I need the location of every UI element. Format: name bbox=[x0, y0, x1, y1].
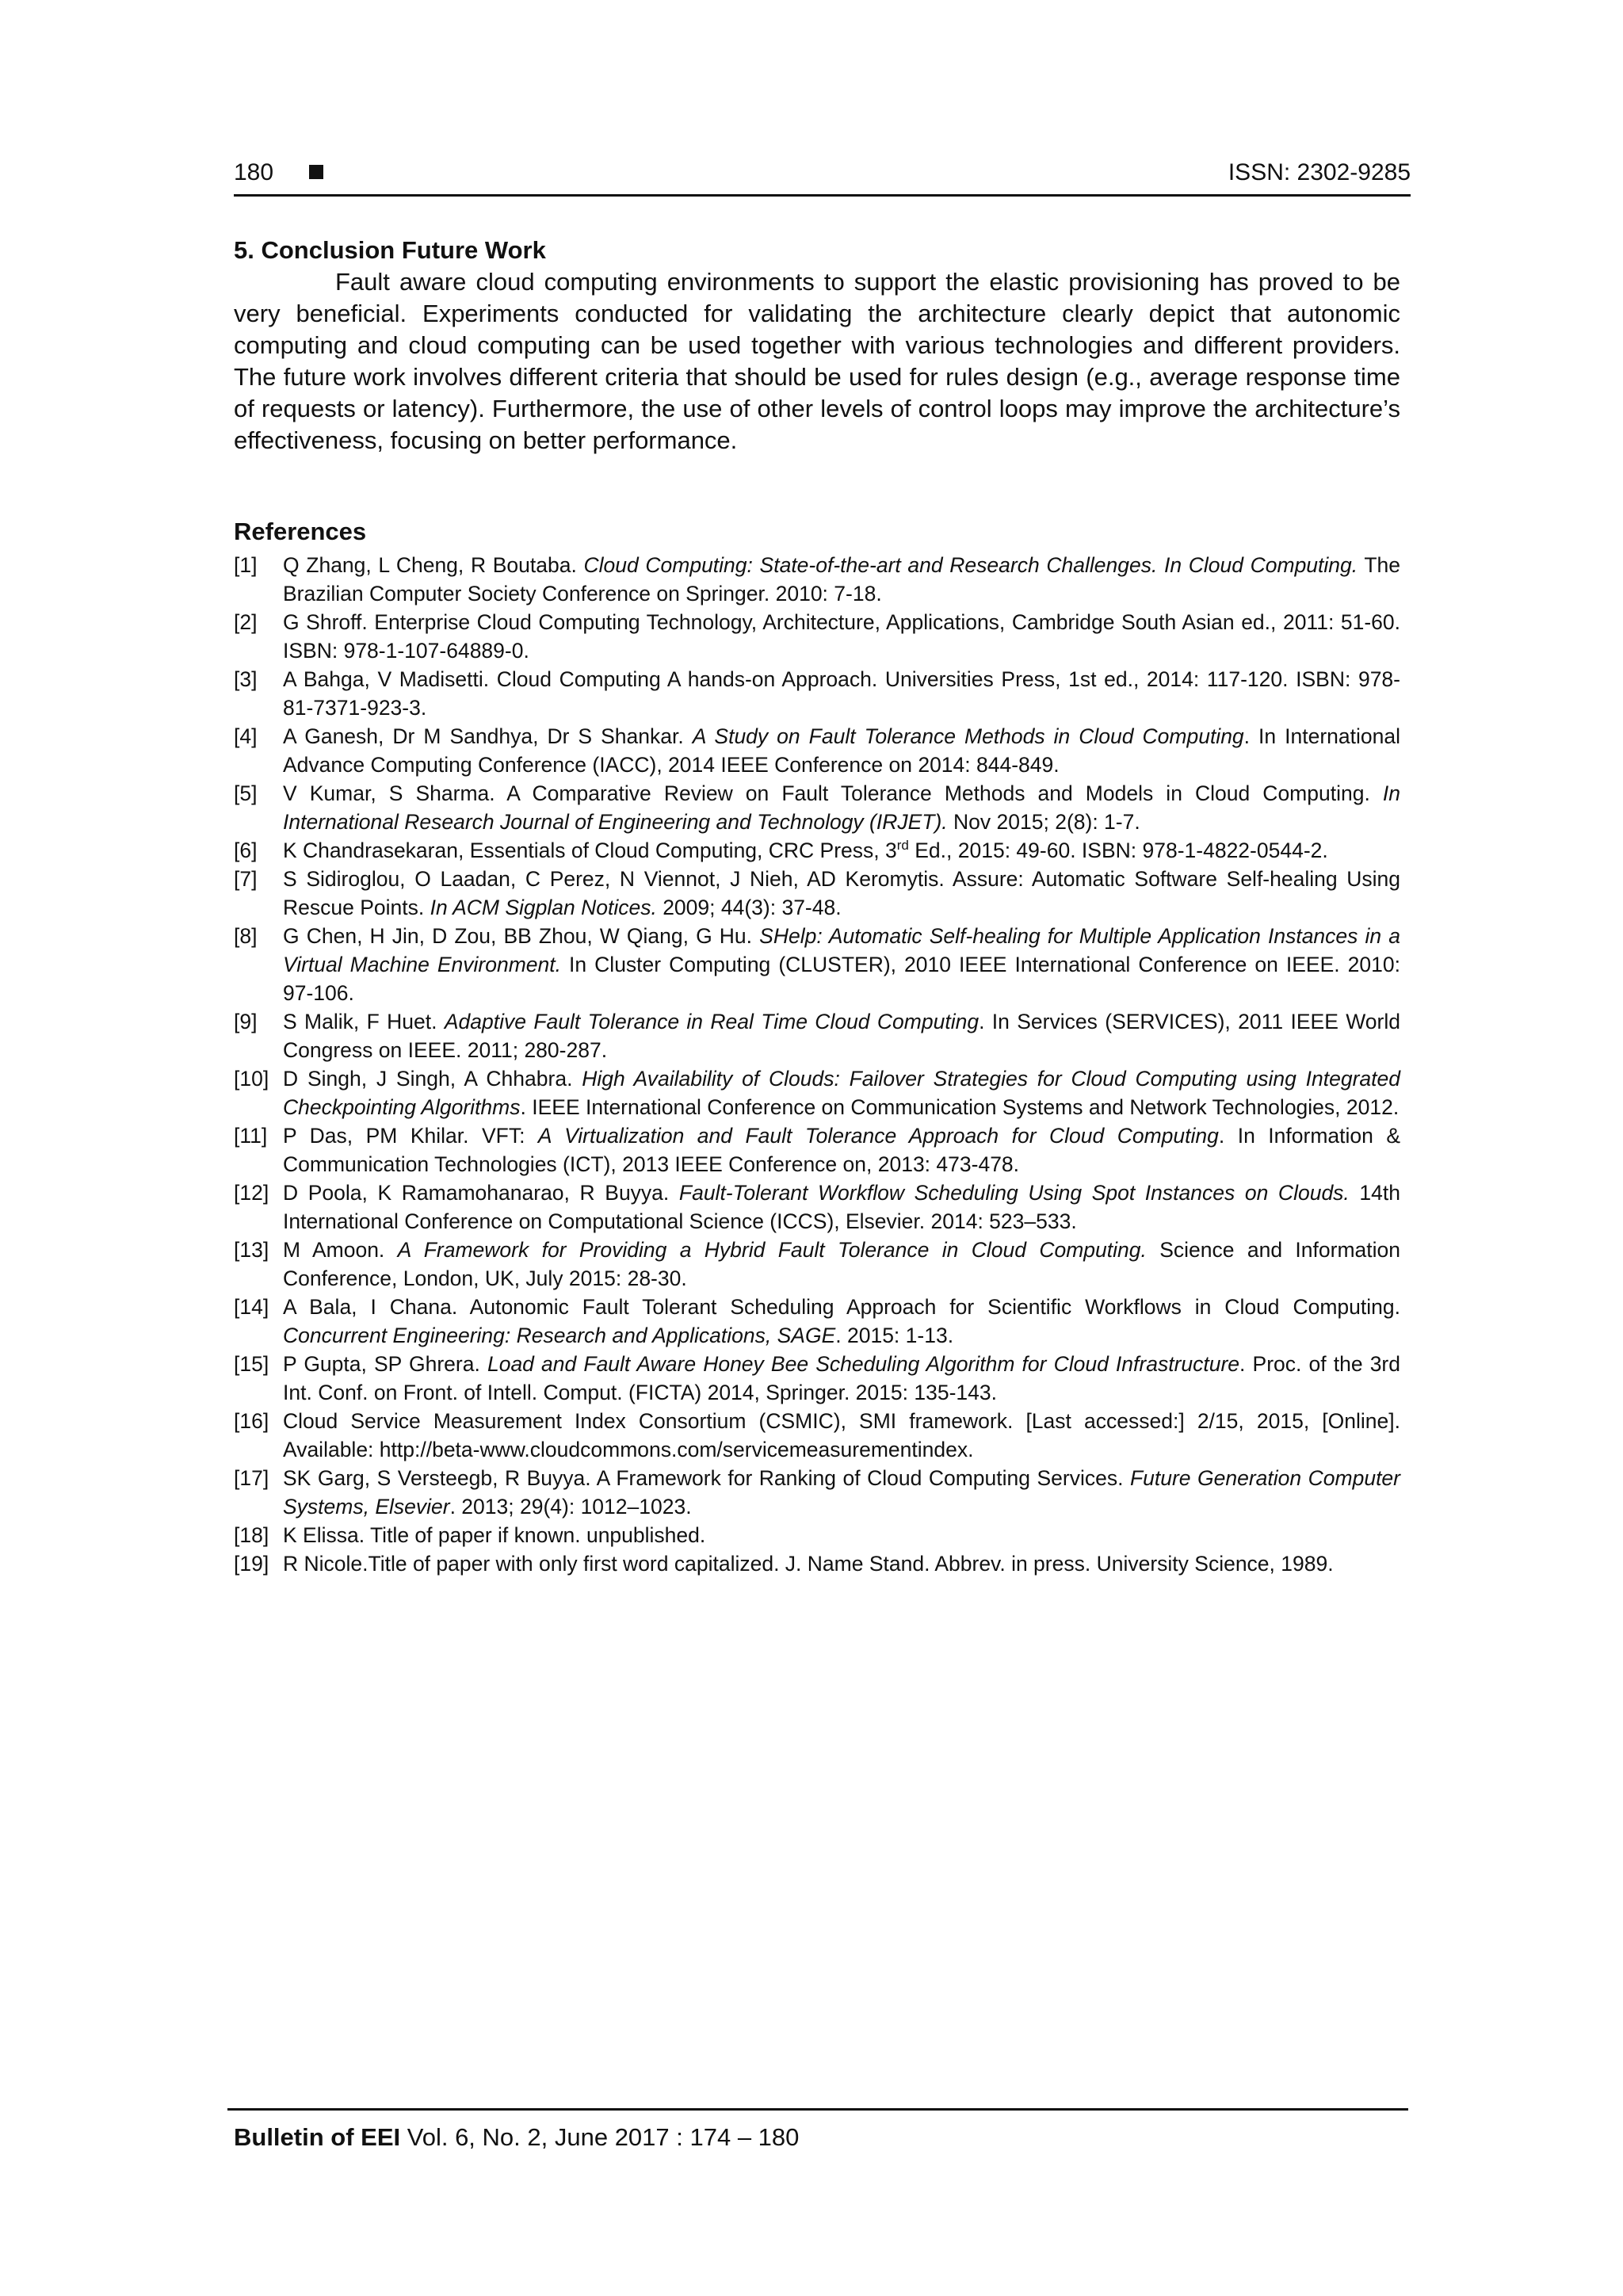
reference-number: [8] bbox=[234, 924, 258, 948]
page-number: 180 bbox=[234, 159, 274, 185]
reference-text: Cloud Computing: State-of-the-art and Research Challenges. In Cloud Computing. bbox=[583, 553, 1358, 577]
reference-text: . IEEE International Conference on Communication Systems and Network Technologies, 2012. bbox=[520, 1095, 1400, 1119]
reference-number: [17] bbox=[234, 1466, 269, 1490]
reference-text: SK Garg, S Versteegb, R Buyya. A Framework for Ranking of Cloud Computing Services. bbox=[283, 1466, 1130, 1490]
square-bullet-icon bbox=[309, 165, 323, 179]
reference-text: Cloud Service Measurement Index Consortium (CSMIC), SMI framework. [Last accessed:] 2/15, 2015, [Online]. Available: http://beta-www.cloudcommons.com/servicemeasurementindex. bbox=[283, 1409, 1400, 1461]
reference-number: [18] bbox=[234, 1523, 269, 1547]
reference-text: D Poola, K Ramamohanarao, R Buyya. bbox=[283, 1181, 679, 1205]
reference-text: A Virtualization and Fault Tolerance Approach for Cloud Computing bbox=[537, 1124, 1219, 1148]
reference-item bbox=[234, 1293, 1400, 1350]
reference-item bbox=[234, 1236, 1400, 1293]
reference-item bbox=[234, 1007, 1400, 1064]
reference-text: . 2015: 1-13. bbox=[835, 1324, 954, 1347]
reference-text: K Chandrasekaran, Essentials of Cloud Computing, CRC Press, 3 bbox=[283, 839, 897, 862]
reference-text: High Availability of Clouds: Failover Strategies for Cloud Computing using Integrated Checkpointing Algorithms bbox=[283, 1067, 1400, 1119]
reference-item bbox=[234, 836, 1400, 865]
reference-text: P Gupta, SP Ghrera. bbox=[283, 1352, 487, 1376]
journal-citation: Vol. 6, No. 2, June 2017 : 174 – 180 bbox=[407, 2123, 800, 2151]
reference-item bbox=[234, 608, 1400, 665]
reference-item bbox=[234, 1549, 1400, 1578]
reference-number: [9] bbox=[234, 1010, 258, 1033]
reference-number: [12] bbox=[234, 1181, 269, 1205]
reference-text: In Cluster Computing (CLUSTER), 2010 IEEE International Conference on IEEE. 2010: 97-106. bbox=[283, 953, 1400, 1005]
reference-text: S Sidiroglou, O Laadan, C Perez, N Viennot, J Nieh, AD Keromytis. Assure: Automatic Software Self-healing Using Rescue Points. bbox=[283, 867, 1400, 919]
issn-label: ISSN: 2302-9285 bbox=[1228, 159, 1411, 185]
reference-number: [13] bbox=[234, 1238, 269, 1262]
reference-text: 2009; 44(3): 37-48. bbox=[656, 896, 842, 919]
reference-number: [19] bbox=[234, 1552, 269, 1576]
reference-item bbox=[234, 1121, 1400, 1179]
reference-text: V Kumar, S Sharma. A Comparative Review on Fault Tolerance Methods and Models in Cloud Computing. bbox=[283, 781, 1383, 805]
reference-number: [3] bbox=[234, 667, 258, 691]
reference-text: Fault-Tolerant Workflow Scheduling Using Spot Instances on Clouds. bbox=[678, 1181, 1350, 1205]
reference-text: . Proc. of the 3rd Int. Conf. on Front. of Intell. Comput. (FICTA) 2014, Springer. 2015: 135-143. bbox=[283, 1352, 1400, 1404]
reference-text: Load and Fault Aware Honey Bee Scheduling Algorithm for Cloud Infrastructure bbox=[487, 1352, 1240, 1376]
reference-text: G Chen, H Jin, D Zou, BB Zhou, W Qiang, G Hu. bbox=[283, 924, 760, 948]
references-heading: References bbox=[234, 518, 367, 545]
reference-text: A Framework for Providing a Hybrid Fault Tolerance in Cloud Computing. bbox=[397, 1238, 1147, 1262]
reference-number: [6] bbox=[234, 839, 258, 862]
reference-number: [14] bbox=[234, 1295, 269, 1319]
reference-number: [5] bbox=[234, 781, 258, 805]
reference-number: [1] bbox=[234, 553, 258, 577]
reference-text: In International Research Journal of Engineering and Technology (IRJET). bbox=[283, 781, 1400, 834]
reference-item bbox=[234, 551, 1400, 608]
reference-item bbox=[234, 1350, 1400, 1407]
reference-item bbox=[234, 665, 1400, 722]
footer-text bbox=[227, 2122, 1408, 2153]
reference-number: [15] bbox=[234, 1352, 269, 1376]
running-header bbox=[234, 157, 1411, 198]
reference-item bbox=[234, 865, 1400, 922]
reference-text: S Malik, F Huet. bbox=[283, 1010, 445, 1033]
reference-text: A Study on Fault Tolerance Methods in Cloud Computing bbox=[692, 724, 1244, 748]
reference-item bbox=[234, 1179, 1400, 1236]
conclusion-section bbox=[234, 235, 1400, 457]
reference-text: Adaptive Fault Tolerance in Real Time Cloud Computing bbox=[444, 1010, 980, 1033]
reference-text: The Brazilian Computer Society Conference on Springer. 2010: 7-18. bbox=[283, 553, 1400, 606]
reference-text: A Ganesh, Dr M Sandhya, Dr S Shankar. bbox=[283, 724, 693, 748]
reference-text: In ACM Sigplan Notices. bbox=[430, 896, 657, 919]
reference-list bbox=[234, 551, 1400, 1578]
references-section bbox=[234, 516, 1400, 1578]
reference-number: [16] bbox=[234, 1409, 269, 1433]
reference-text: A Bahga, V Madisetti. Cloud Computing A hands-on Approach. Universities Press, 1st ed., 2014: 117-120. ISBN: 978-81-7371-923-3. bbox=[283, 667, 1400, 720]
reference-text: SHelp: Automatic Self-healing for Multiple Application Instances in a Virtual Machine Environment. bbox=[283, 924, 1400, 976]
reference-text: M Amoon. bbox=[283, 1238, 398, 1262]
reference-text: K Elissa. Title of paper if known. unpublished. bbox=[283, 1523, 706, 1547]
reference-text: 14th International Conference on Computational Science (ICCS), Elsevier. 2014: 523–533. bbox=[283, 1181, 1400, 1233]
reference-text: Q Zhang, L Cheng, R Boutaba. bbox=[283, 553, 584, 577]
reference-text: R Nicole.Title of paper with only first word capitalized. J. Name Stand. Abbrev. in press. University Science, 1989. bbox=[283, 1552, 1334, 1576]
reference-text: . 2013; 29(4): 1012–1023. bbox=[449, 1495, 692, 1519]
reference-number: [11] bbox=[234, 1124, 268, 1148]
reference-text: G Shroff. Enterprise Cloud Computing Technology, Architecture, Applications, Cambridge South Asian ed., 2011: 51-60. ISBN: 978-1-107-64889-0. bbox=[283, 610, 1400, 663]
reference-item bbox=[234, 1521, 1400, 1549]
reference-text: Ed., 2015: 49-60. ISBN: 978-1-4822-0544-2. bbox=[908, 839, 1328, 862]
footer-rule bbox=[227, 2108, 1408, 2111]
reference-item bbox=[234, 1064, 1400, 1121]
reference-text: Science and Information Conference, London, UK, July 2015: 28-30. bbox=[283, 1238, 1400, 1290]
reference-number: [4] bbox=[234, 724, 258, 748]
section-paragraph: Fault aware cloud computing environments to support the elastic provisioning has proved to be very beneficial. Experiments conducted for validating the architecture clearly depict that autonomic computing and cloud computing can be used together with various technologies and different providers. The future work involves different criteria that should be used for rules design (e.g., average response time of requests or latency). Furthermore, the use of other levels of control loops may improve the architecture’s effectiveness, focusing on better performance. bbox=[234, 268, 1400, 454]
reference-text: Concurrent Engineering: Research and Applications, SAGE bbox=[283, 1324, 836, 1347]
reference-number: [2] bbox=[234, 610, 258, 634]
reference-item bbox=[234, 779, 1400, 836]
reference-text: . In International Advance Computing Conference (IACC), 2014 IEEE Conference on 2014: 844-849. bbox=[283, 724, 1401, 777]
reference-item bbox=[234, 922, 1400, 1007]
reference-item bbox=[234, 722, 1400, 779]
reference-superscript: rd bbox=[896, 838, 909, 854]
reference-item bbox=[234, 1464, 1400, 1521]
reference-text: Future Generation Computer Systems, Elsevier bbox=[283, 1466, 1400, 1519]
running-footer bbox=[227, 2108, 1408, 2153]
reference-text: . In Services (SERVICES), 2011 IEEE World Congress on IEEE. 2011; 280-287. bbox=[283, 1010, 1400, 1062]
section-heading: 5. Conclusion Future Work bbox=[234, 236, 546, 264]
reference-text: P Das, PM Khilar. VFT: bbox=[283, 1124, 538, 1148]
reference-text: A Bala, I Chana. Autonomic Fault Tolerant Scheduling Approach for Scientific Workflows in Cloud Computing. bbox=[283, 1295, 1400, 1319]
reference-number: [7] bbox=[234, 867, 258, 891]
reference-item bbox=[234, 1407, 1400, 1464]
reference-text: D Singh, J Singh, A Chhabra. bbox=[283, 1067, 582, 1091]
reference-text: Nov 2015; 2(8): 1-7. bbox=[947, 810, 1140, 834]
journal-name: Bulletin of EEI bbox=[234, 2123, 401, 2151]
reference-number: [10] bbox=[234, 1067, 269, 1091]
header-rule bbox=[234, 194, 1411, 197]
reference-text: . In Information & Communication Technologies (ICT), 2013 IEEE Conference on, 2013: 473-478. bbox=[283, 1124, 1400, 1176]
